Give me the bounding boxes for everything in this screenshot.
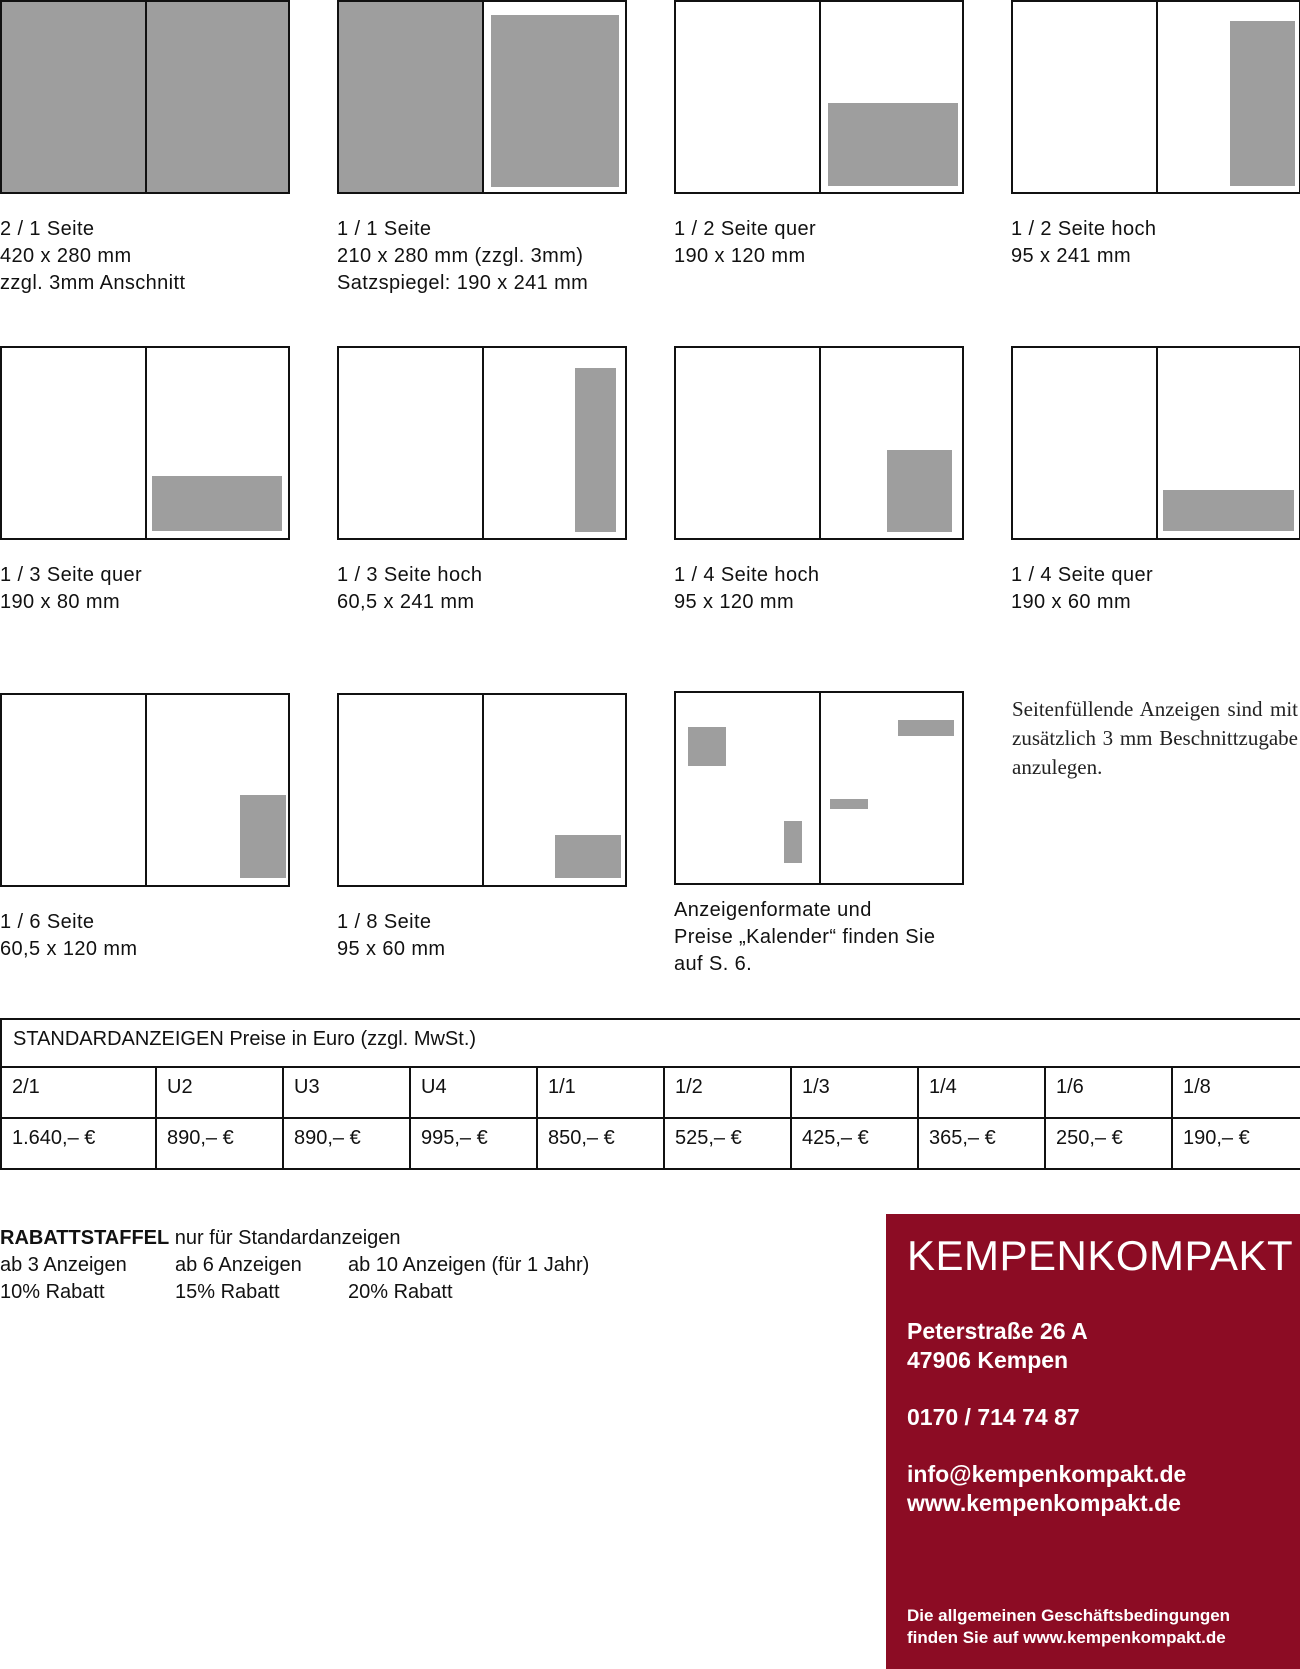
discount-tier: ab 10 Anzeigen (für 1 Jahr) <box>348 1254 590 1276</box>
fold-line <box>482 348 484 538</box>
format-title: 1 / 6 Seite <box>0 911 95 933</box>
spread-diagram <box>1011 0 1300 194</box>
format-title: Anzeigenformate und <box>674 899 872 921</box>
ad-area <box>898 720 954 736</box>
ad-area <box>688 727 726 766</box>
spread-diagram <box>337 693 627 887</box>
format-title: 1 / 3 Seite hoch <box>337 564 483 586</box>
format-caption <box>674 562 964 616</box>
format-1-4-hoch <box>674 346 964 616</box>
price-table-title: STANDARDANZEIGEN Preise in Euro (zzgl. MwSt.) <box>2 1020 1300 1068</box>
format-size: 210 x 280 mm (zzgl. 3mm) <box>337 245 584 267</box>
spread-diagram <box>674 0 964 194</box>
format-size: 190 x 80 mm <box>0 591 121 613</box>
price-cell: 890,– € <box>155 1119 282 1168</box>
price-cell: 425,– € <box>790 1119 917 1168</box>
format-caption <box>1011 216 1300 270</box>
format-caption <box>0 909 290 963</box>
contact-box <box>886 1214 1300 1669</box>
format-size: 60,5 x 120 mm <box>0 938 138 960</box>
ad-area <box>491 15 619 187</box>
format-1-3-hoch <box>337 346 627 616</box>
format-caption <box>0 562 290 616</box>
price-cell: 890,– € <box>282 1119 409 1168</box>
discount-tier: ab 6 Anzeigen <box>175 1254 302 1276</box>
fold-line <box>819 693 821 883</box>
format-size: 60,5 x 241 mm <box>337 591 475 613</box>
format-1-6 <box>0 693 290 963</box>
fold-line <box>482 695 484 885</box>
ad-area <box>1230 21 1295 186</box>
ad-area <box>555 835 621 878</box>
price-cell: 1.640,– € <box>12 1127 96 1149</box>
format-header-cell: 1/2 <box>663 1068 790 1117</box>
website-link[interactable]: www.kempenkompakt.de <box>907 1490 1181 1516</box>
format-header-cell: 1/6 <box>1044 1068 1171 1117</box>
format-title: 1 / 4 Seite quer <box>1011 564 1154 586</box>
format-kalender <box>674 691 964 978</box>
format-1-1 <box>337 0 627 297</box>
ad-area <box>339 2 482 192</box>
discount-rate: 20% Rabatt <box>348 1281 453 1303</box>
format-title: 1 / 2 Seite hoch <box>1011 218 1157 240</box>
discount-title-bold: RABATTSTAFFEL <box>0 1227 170 1249</box>
ad-area <box>240 795 286 878</box>
ad-area <box>830 799 868 809</box>
fold-line <box>145 2 147 192</box>
format-header-cell: U4 <box>409 1068 536 1117</box>
ad-area <box>152 476 282 531</box>
price-table-header-row <box>2 1068 1300 1119</box>
bleed-note: Seitenfüllende Anzeigen sind mit zusätzlich 3 mm Beschnittzugabe anzulegen. <box>1012 697 1298 779</box>
discount-scale <box>0 1225 589 1306</box>
format-caption <box>0 216 290 297</box>
format-1-2-hoch <box>1011 0 1300 270</box>
discount-tiers-row <box>0 1252 589 1279</box>
spread-diagram <box>337 346 627 540</box>
format-header-cell: U3 <box>282 1068 409 1117</box>
price-table <box>0 1018 1300 1170</box>
ad-area <box>575 368 616 532</box>
terms-line: finden Sie auf www.kempenkompakt.de <box>907 1628 1226 1647</box>
ad-area <box>1163 490 1294 531</box>
contact-details <box>907 1317 1186 1518</box>
discount-rate: 15% Rabatt <box>175 1281 280 1303</box>
format-header-cell: 1/1 <box>536 1068 663 1117</box>
format-title: 2 / 1 Seite <box>0 218 95 240</box>
format-caption <box>674 216 964 270</box>
format-title: 1 / 2 Seite quer <box>674 218 817 240</box>
ad-area <box>887 450 952 532</box>
fold-line <box>819 2 821 192</box>
format-size: 190 x 60 mm <box>1011 591 1132 613</box>
format-header-cell: 1/3 <box>790 1068 917 1117</box>
format-title: 1 / 3 Seite quer <box>0 564 143 586</box>
format-header-cell: 1/8 <box>1171 1068 1296 1117</box>
discount-title <box>0 1225 589 1252</box>
format-caption <box>337 216 627 297</box>
format-size: 95 x 241 mm <box>1011 245 1132 267</box>
price-cell: 365,– € <box>917 1119 1044 1168</box>
fold-line <box>819 348 821 538</box>
format-header-cell: 2/1 <box>12 1076 40 1098</box>
format-title: 1 / 4 Seite hoch <box>674 564 820 586</box>
format-size: 190 x 120 mm <box>674 245 806 267</box>
fold-line <box>145 695 147 885</box>
format-note: Satzspiegel: 190 x 241 mm <box>337 272 589 294</box>
spread-diagram <box>0 346 290 540</box>
spread-diagram <box>674 691 964 885</box>
format-title: 1 / 1 Seite <box>337 218 432 240</box>
fold-line <box>1156 348 1158 538</box>
spread-diagram <box>674 346 964 540</box>
format-2-1 <box>0 0 290 297</box>
format-title: 1 / 8 Seite <box>337 911 432 933</box>
format-size: 95 x 60 mm <box>337 938 446 960</box>
price-cell: 850,– € <box>536 1119 663 1168</box>
format-size: 95 x 120 mm <box>674 591 795 613</box>
fold-line <box>482 2 484 192</box>
format-caption <box>337 909 627 963</box>
fold-line <box>1156 2 1158 192</box>
format-caption <box>674 897 964 978</box>
street: Peterstraße 26 A <box>907 1318 1088 1344</box>
discount-title-rest: nur für Standardanzeigen <box>169 1227 401 1249</box>
discount-rates-row <box>0 1279 589 1306</box>
format-1-3-quer <box>0 346 290 616</box>
format-note: auf S. 6. <box>674 953 753 975</box>
format-caption <box>1011 562 1300 616</box>
format-header-cell: U2 <box>155 1068 282 1117</box>
price-table-price-row <box>2 1119 1300 1168</box>
spread-diagram <box>337 0 627 194</box>
price-cell: 190,– € <box>1171 1119 1296 1168</box>
format-header-cell: 1/4 <box>917 1068 1044 1117</box>
format-1-2-quer <box>674 0 964 270</box>
discount-rate: 10% Rabatt <box>0 1281 105 1303</box>
format-note: Preise „Kalender“ finden Sie <box>674 926 936 948</box>
fold-line <box>145 348 147 538</box>
format-1-4-quer <box>1011 346 1300 616</box>
terms-note <box>907 1605 1230 1649</box>
email-link[interactable]: info@kempenkompakt.de <box>907 1461 1187 1487</box>
format-caption <box>337 562 627 616</box>
spread-diagram <box>1011 346 1300 540</box>
city: 47906 Kempen <box>907 1347 1069 1373</box>
price-cell: 250,– € <box>1044 1119 1171 1168</box>
price-cell: 525,– € <box>663 1119 790 1168</box>
format-note: zzgl. 3mm Anschnitt <box>0 272 186 294</box>
spread-diagram <box>0 693 290 887</box>
spread-diagram <box>0 0 290 194</box>
format-1-8 <box>337 693 627 963</box>
ad-area <box>828 103 958 186</box>
phone: 0170 / 714 74 87 <box>907 1404 1080 1430</box>
terms-line: Die allgemeinen Geschäftsbedingungen <box>907 1606 1231 1625</box>
brand-name: KEMPENKOMPAKT <box>907 1232 1294 1279</box>
ad-area <box>784 821 802 863</box>
price-cell: 995,– € <box>409 1119 536 1168</box>
discount-tier: ab 3 Anzeigen <box>0 1254 127 1276</box>
format-size: 420 x 280 mm <box>0 245 132 267</box>
